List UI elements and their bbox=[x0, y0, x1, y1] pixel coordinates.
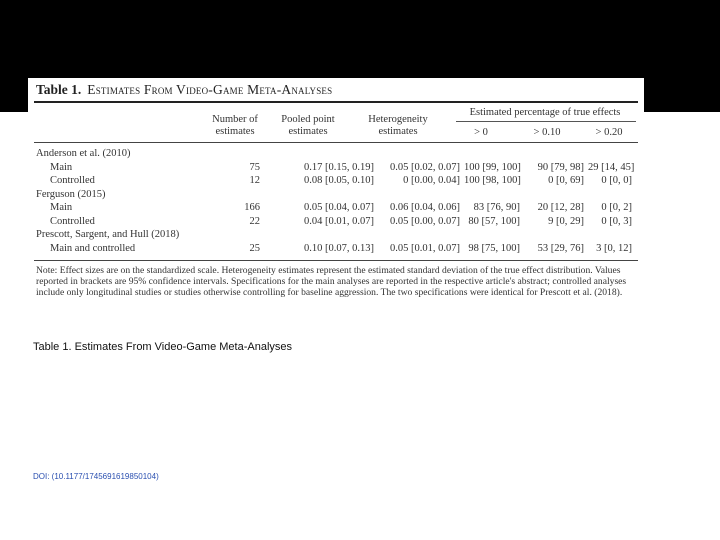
table-row-label: Main and controlled bbox=[50, 242, 136, 254]
top-rule bbox=[34, 101, 638, 103]
table-cell-p20: 0 [0, 2] bbox=[601, 202, 632, 213]
table-cell-het: 0.06 [0.04, 0.06] bbox=[390, 202, 460, 213]
table-cell-p20: 29 [14, 45] bbox=[588, 161, 635, 173]
table-cell-n: 75 bbox=[249, 161, 260, 173]
header-pooled-point-estimates: Pooled point estimates bbox=[281, 114, 335, 137]
table-cell-p20: 0 [0, 3] bbox=[601, 215, 632, 227]
table-cell-p0: 80 [57, 100] bbox=[468, 215, 520, 227]
table-note: Note: Effect sizes are on the standardized scale. Heterogeneity estimates represent the estimated standard deviation of the true effect distribution. Values reported in brackets are 95% confidence intervals. Specifications for the main analyses are reported in the respective article's abstract; controlled analyses include only longitudinal studies or studies otherwise controlling for baseline aggression. The two specifications were identical for Prescott et al. (2018). bbox=[36, 265, 627, 299]
table-cell-p0: 100 [98, 100] bbox=[464, 175, 521, 186]
table-cell-het: 0.05 [0.02, 0.07] bbox=[390, 161, 460, 173]
table-cell-n: 22 bbox=[249, 215, 260, 227]
table-cell-n: 25 bbox=[249, 242, 260, 254]
header-gt-0: > 0 bbox=[474, 127, 488, 138]
table-cell-p0: 83 [76, 90] bbox=[473, 202, 520, 213]
table-cell-p10: 90 [79, 98] bbox=[537, 161, 584, 173]
header-number-of-estimates: Number of estimates bbox=[212, 114, 258, 137]
table-cell-pooled: 0.10 [0.07, 0.13] bbox=[304, 242, 374, 254]
table-cell-n: 12 bbox=[249, 175, 260, 186]
header-estimated-percentage: Estimated percentage of true effects bbox=[469, 107, 621, 118]
table-cell-p20: 3 [0, 12] bbox=[596, 242, 632, 254]
table-group-label: Prescott, Sargent, and Hull (2018) bbox=[36, 229, 180, 240]
table-row-label: Main bbox=[50, 202, 73, 213]
table-cell-p0: 98 [75, 100] bbox=[468, 242, 520, 254]
table-cell-het: 0.05 [0.00, 0.07] bbox=[390, 215, 460, 227]
table-cell-het: 0.05 [0.01, 0.07] bbox=[390, 242, 460, 254]
header-rule bbox=[34, 142, 638, 143]
table-cell-p10: 20 [12, 28] bbox=[537, 202, 584, 213]
table-cell-p20: 0 [0, 0] bbox=[601, 175, 632, 186]
bottom-rule bbox=[34, 260, 638, 261]
table-cell-p10: 9 [0, 29] bbox=[548, 215, 584, 227]
table-row-label: Controlled bbox=[50, 215, 95, 227]
table-cell-p10: 0 [0, 69] bbox=[548, 175, 584, 186]
table-cell-pooled: 0.17 [0.15, 0.19] bbox=[304, 161, 374, 173]
table-cell-pooled: 0.04 [0.01, 0.07] bbox=[304, 215, 374, 227]
table-title bbox=[36, 82, 332, 98]
table-cell-p0: 100 [99, 100] bbox=[464, 161, 521, 173]
table-cell-pooled: 0.08 [0.05, 0.10] bbox=[304, 175, 374, 186]
table-figure bbox=[28, 78, 644, 314]
table-row-label: Main bbox=[50, 161, 73, 173]
table-row-label: Controlled bbox=[50, 175, 95, 186]
table-cell-n: 166 bbox=[244, 202, 260, 213]
header-gt-020: > 0.20 bbox=[595, 127, 623, 138]
spanner-rule bbox=[456, 121, 636, 122]
header-heterogeneity-estimates: Heterogeneity estimates bbox=[368, 114, 428, 137]
table-cell-p10: 53 [29, 76] bbox=[537, 242, 584, 254]
doi-link[interactable]: DOI: (10.1177/1745691619850104) bbox=[33, 472, 159, 481]
table-cell-het: 0 [0.00, 0.04] bbox=[403, 175, 460, 186]
table-group-label: Anderson et al. (2010) bbox=[36, 148, 131, 159]
figure-caption: Table 1. Estimates From Video-Game Meta-Analyses bbox=[33, 341, 293, 353]
table-title-text: Estimates From Video-Game Meta-Analyses bbox=[87, 82, 333, 97]
header-gt-010: > 0.10 bbox=[533, 127, 561, 138]
table-number: Table 1. bbox=[36, 82, 82, 97]
table-cell-pooled: 0.05 [0.04, 0.07] bbox=[304, 202, 374, 213]
table-group-label: Ferguson (2015) bbox=[36, 188, 106, 200]
